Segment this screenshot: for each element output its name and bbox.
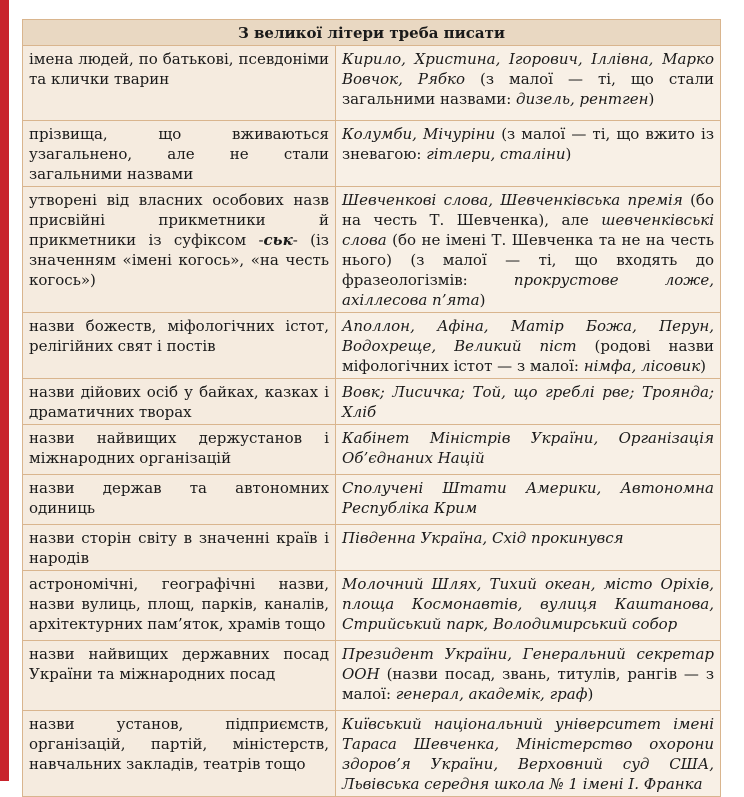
example-italic-text: шевченківські слова <box>342 211 714 249</box>
table-body <box>23 46 721 797</box>
rule-cell: назви сторін світу в значенні країв і народів <box>23 525 336 571</box>
example-italic-text: Вовк; Лисичка; Той, що греблі рве; Троянда; Хліб <box>342 383 714 421</box>
example-cell <box>336 379 721 425</box>
rule-text: - (із значенням «імені когось», «на честь когось») <box>29 231 329 289</box>
table-row <box>23 121 721 187</box>
example-note-text: ) <box>587 685 594 703</box>
table-header-row <box>23 20 721 46</box>
example-italic-text: Кабінет Міністрів України, Організація Об’єднаних Націй <box>342 429 714 467</box>
table-row <box>23 425 721 475</box>
example-italic-text: гітлери, сталіни <box>426 145 566 163</box>
example-note-text: (родові назви міфологічних істот — з малої: <box>342 337 715 375</box>
example-italic-text: Молочний Шлях, Тихий океан, місто Оріхів, площа Космонавтів, вулиця Каштанова, Стрийський парк, Володимирський собор <box>342 575 714 633</box>
table-row <box>23 475 721 525</box>
example-italic-text: Київський національний університет імені Тараса Шевченка, Міністерство охорони здоров’я України, Верховний суд США, Львівська середня школа № 1 імені І. Франка <box>342 715 714 793</box>
suffix-bold-text: ськ <box>263 231 293 249</box>
table-row <box>23 379 721 425</box>
example-italic-text: Колумби, Мічуріни <box>342 125 496 143</box>
table-row <box>23 187 721 313</box>
example-cell <box>336 121 721 187</box>
table-row <box>23 641 721 711</box>
example-italic-text: Південна Україна, Схід прокинувся <box>342 529 624 547</box>
example-note-text: (назви посад, звань, титулів, рангів — з малої: <box>342 665 714 703</box>
example-cell <box>336 475 721 525</box>
example-note-text: (з малої — ті, що вжито із зневагою: <box>342 125 715 163</box>
rule-cell <box>23 187 336 313</box>
example-note-text: (з малої — ті, що стали загальними назвами: <box>342 70 714 108</box>
rule-cell: назви найвищих державних посад України та міжнародних посад <box>23 641 336 711</box>
example-cell <box>336 525 721 571</box>
capitalization-rules-table <box>22 19 721 797</box>
example-italic-text: Сполучені Штати Америки, Автономна Республіка Крим <box>342 479 714 517</box>
example-note-text: ) <box>648 90 655 108</box>
rule-cell: назви божеств, міфологічних істот, релігійних свят і постів <box>23 313 336 379</box>
rule-cell: назви найвищих держустанов і міжнародних організацій <box>23 425 336 475</box>
table-row <box>23 571 721 641</box>
table-row <box>23 525 721 571</box>
rule-cell: назви держав та автономних одиниць <box>23 475 336 525</box>
rule-cell: назви дійових осіб у байках, казках і драматичних творах <box>23 379 336 425</box>
example-cell <box>336 313 721 379</box>
example-italic-text: Шевченкові слова, Шевченківська премія <box>342 191 683 209</box>
example-cell <box>336 641 721 711</box>
example-italic-text: дизель, рентген <box>516 90 649 108</box>
table-row <box>23 313 721 379</box>
example-italic-text: Президент України, Генеральний секретар ООН <box>342 645 714 683</box>
rule-cell: імена людей, по батькові, псевдоніми та клички тварин <box>23 46 336 121</box>
example-cell <box>336 425 721 475</box>
example-italic-text: Кирило, Христина, Ігорович, Іллівна, Марко Вовчок, Рябко <box>342 50 714 88</box>
table-row <box>23 46 721 121</box>
example-note-text: ) <box>700 357 707 375</box>
example-note-text: (бо на честь Т. Шевченка), але <box>342 191 714 229</box>
rule-text: утворені від власних особових назв присвійні прикметники й прикметники із суфіксом - <box>29 191 329 249</box>
rule-cell: астрономічні, географічні назви, назви вулиць, площ, парків, каналів, архітектурних пам’яток, храмів тощо <box>23 571 336 641</box>
accent-bar <box>0 0 9 781</box>
example-note-text: (бо не імені Т. Шевченка та не на честь нього) (з малої — ті, що входять до фразеологізмів: <box>342 231 714 289</box>
example-cell <box>336 571 721 641</box>
rule-cell: прізвища, що вживаються узагальнено, але не стали загальними назвами <box>23 121 336 187</box>
example-note-text: ) <box>479 291 486 309</box>
rule-cell: назви установ, підприємств, організацій, партій, міністерств, навчальних закладів, театрів тощо <box>23 711 336 797</box>
example-note-text: ) <box>565 145 572 163</box>
example-italic-text: німфа, лісовик <box>583 357 701 375</box>
table-row <box>23 711 721 797</box>
example-italic-text: Аполлон, Афіна, Матір Божа, Перун, Водохреще, Великий піст <box>342 317 714 355</box>
example-italic-text: генерал, академік, граф <box>395 685 588 703</box>
example-cell <box>336 711 721 797</box>
table-title: З великої літери треба писати <box>23 20 721 46</box>
example-cell <box>336 187 721 313</box>
example-cell <box>336 46 721 121</box>
example-italic-text: прокрустове ложе, ахіллесова п’ята <box>342 271 714 309</box>
